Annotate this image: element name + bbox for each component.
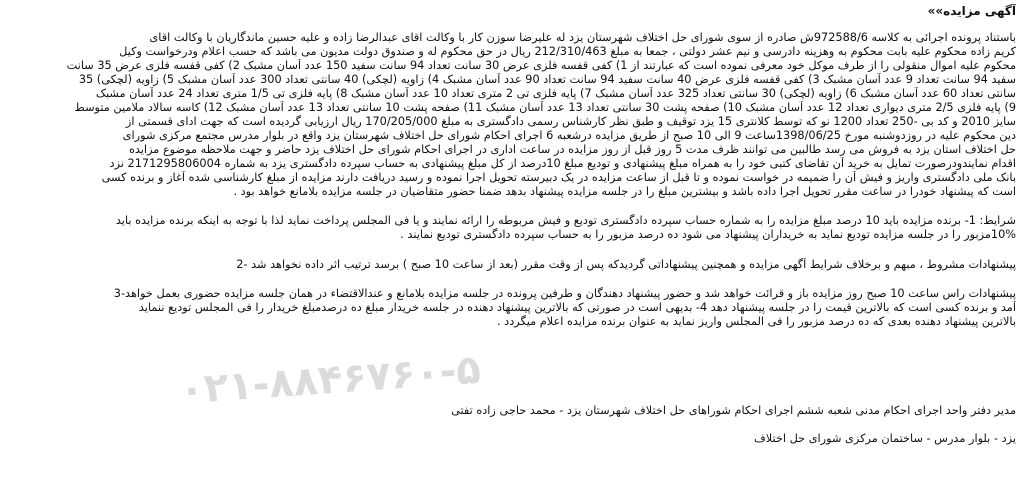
text-line: پیشنهادات مشروط ، مبهم و برخلاف شرایط آگهی مزایده و همچنین پیشنهاداتی گردیدکه پس از وقت مقرر (بعد از ساعت 10 صبح ) برسد ترتیب اثر داده نخواهد شد -2 bbox=[236, 258, 1016, 271]
text-line: اقدام نمایندودرصورت تمایل به خرید آن تقاضای کتبی خود را به همراه مبلغ پیشنهادی و تودیع مبلغ 10درصد از کل مبلغ پیشنهادی به حساب سپرده دادگستری یزد به شماره 2171295806004 نزد bbox=[109, 157, 1016, 170]
text-line: است که پیشنهاد خودرا در ساعت مقرر تحویل اجرا داده باشد و بیشترین مبلغ را در جلسه مزایده پیشنهاد بدهد ضمنا حضور متقاضیان در جلسه مزایده بلامانع خواهد بود . bbox=[233, 185, 1016, 198]
text-line: آمد و برنده کسی است که بالاترین قیمت را در جلسه پیشنهاد دهد 4- بدیهی است در صورتی که بالاترین پیشنهاد دهنده در جلسه خریدار مبلغ ده درصدمبلغ خریدار را فی المجلس تودیع ننماید bbox=[138, 301, 1016, 314]
text-line: سایز 2010 و کد بی -250 تعداد 1200 نو که توسط کلانتری 15 یزد توقیف و طبق نظر کارشناس رسمی دادگستری به مبلغ 170/205/000 ریال ارزیابی گردیده است که جهت ادای قسمتی از bbox=[125, 115, 1016, 128]
phone-watermark: ۰۲۱-۸۸۴۶۷۶۰-۵ bbox=[177, 346, 483, 414]
text-line: سانتی تعداد 60 عدد آسان مشبک 6) زاویه (لچکی) 30 سانتی تعداد 325 عدد آسان مشبک 7) پایه فلزی تی 2 متری تعداد 10 عدد آسان مشبک 8) پایه فلزی تی 1/5 متری تعداد 24 عدد آسان مشبک bbox=[95, 87, 1016, 100]
text-line: محکوم علیه اموال منقولی را از طرف موکل خود معرفی نموده است که عبارتند از 1) کفی قفسه فلزی عرض 30 سانت تعداد 94 سانت سفید 150 عدد آسان مشبک 2) کفی قفسه فلزی عرض 35 سانت bbox=[66, 59, 1016, 72]
text-line: حل اختلاف استان یزد به فروش می رسد طالبین می توانند ظرف مدت 5 روز قبل از روز مزایده در ساعت اداری در اجرای احکام شورای حل اختلاف یزد حاضر و جهت ملاحظه موضوع مزایده bbox=[128, 143, 1016, 156]
notice-title: آگهی مزایده»» bbox=[927, 4, 1016, 18]
text-line: سفید 94 سانت تعداد 9 عدد آسان مشبک 3) کفی قفسه فلزی عرض 40 سانت سفید 94 سانت تعداد 90 عدد آسان مشبک 4) زاویه (لچکی) 40 سانتی تعداد 300 عدد آسان مشبک 5) زاویه (لچکی) 35 bbox=[78, 73, 1016, 86]
text-line: 10%مزبور را در جلسه مزایده تودیع نماید به خریداران پیشنهاد می شود ده درصد مزبور را به حساب سپرده دادگستری تودیع نمایند . bbox=[400, 228, 1016, 241]
text-line: دین محکوم علیه در روزدوشنبه مورخ 1398/06/25ساعت 9 الی 10 صبح از طریق مزایده درشعبه 6 اجرای احکام شورای حل اختلاف شهرستان یزد واقع در بلوار مدرس مجتمع مرکزی شورای bbox=[122, 129, 1016, 142]
text-line: شرایط: 1- برنده مزایده باید 10 درصد مبلغ مزایده را به شماره حساب سپرده دادگستری تودیع و فیش مربوطه را ارائه نمایند و یا فی المجلس پرداخت نماید لذا با توجه به اینکه برنده مزایده باید bbox=[115, 214, 1016, 227]
text-line: 9) پایه فلزی 2/5 متری دیواری تعداد 12 عدد آسان مشبک 10) صفحه پشت 30 سانتی تعداد 13 عدد آسان مشبک 11) صفحه پشت 10 سانتی تعداد 13 عدد آسان مشبک 12) کاسه سالاد ملامین متوسط bbox=[74, 101, 1016, 114]
text-line: بالاترین پیشنهاد دهنده بعدی که ده درصد مزبور را فی المجلس واریز نماید به عنوان برنده مزایده اعلام میگردد . bbox=[496, 315, 1016, 328]
text-line: بانک ملی دادگستری واریز و فیش آن را ضمیمه در خواست نموده و تا قبل از ساعت مزایده در یک دبیرسته تحویل اجرا نموده و رسید دریافت دارند مزایده از مبلغ کارشناسی شده آغاز و برنده کسی bbox=[101, 171, 1016, 184]
text-line: کریم زاده محکوم علیه بابت محکوم به وهزینه دادرسی و نیم عشر دولتی ، جمعا به مبلغ 212/310/463 ریال در حق محکوم له و صندوق دولت مدیون می باشد که حسب اعلام ودرخواست وکیل bbox=[119, 45, 1016, 58]
text-line: باستناد پرونده اجرائی به کلاسه 972588/6ش صادره از سوی شورای حل اختلاف شهرستان یزد له علیرضا سوزن کار با وکالت اقای عبدالرضا زاده و علیه حسین ماندگاریان با وکالت اقای bbox=[149, 31, 1016, 44]
signature-line: مدیر دفتر واحد اجرای احکام مدنی شعبه ششم اجرای احکام شوراهای حل اختلاف شهرستان یزد - محمد حاجی زاده تفتی bbox=[451, 404, 1016, 417]
address-line: یزد - بلوار مدرس - ساختمان مرکزی شورای حل اختلاف bbox=[754, 432, 1016, 445]
text-line: پیشنهادات راس ساعت 10 صبح روز مزایده باز و قرائت خواهد شد و حضور پیشنهاد دهندگان و طرفین پرونده در جلسه مزایده بلامانع و عندالاقتضاء در همان جلسه مزایده حضوری بعمل خواهد-3 bbox=[113, 287, 1016, 300]
